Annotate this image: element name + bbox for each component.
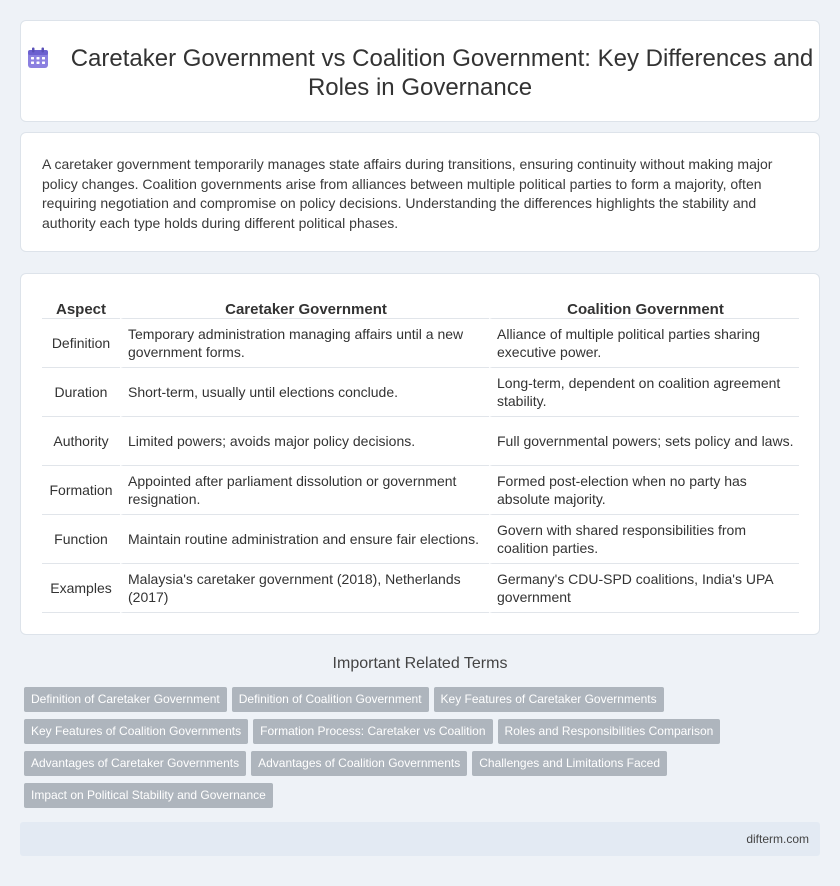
related-terms-title: Important Related Terms <box>332 655 508 672</box>
table-row <box>42 417 799 466</box>
table-header-row <box>42 296 799 319</box>
related-term-tag[interactable]: Impact on Political Stability and Governance <box>24 783 273 808</box>
footer-site-link[interactable]: difterm.com <box>746 832 809 846</box>
row-caretaker: Temporary administration managing affairs until a new government forms. <box>120 319 489 368</box>
title-card <box>20 20 820 122</box>
calendar-icon <box>27 47 49 69</box>
header-caretaker: Caretaker Government <box>120 296 489 319</box>
related-term-tag[interactable]: Advantages of Caretaker Governments <box>24 751 246 776</box>
related-term-tag[interactable]: Formation Process: Caretaker vs Coalition <box>253 719 492 744</box>
row-coalition: Alliance of multiple political parties sharing executive power. <box>489 319 799 368</box>
row-aspect: Authority <box>42 417 120 466</box>
row-coalition: Germany's CDU-SPD coalitions, India's UPA government <box>489 564 799 613</box>
row-caretaker: Maintain routine administration and ensure fair elections. <box>120 515 489 564</box>
page-title: Caretaker Government vs Coalition Government: Key Differences and Roles in Governance <box>70 45 814 101</box>
intro-paragraph: A caretaker government temporarily manages state affairs during transitions, ensuring continuity without making major policy changes. Coalition governments arise from alliances between multiple political parties to form a majority, often requiring negotiation and compromise on policy decisions. Understanding the differences highlights the stability and authority each type holds during different political phases. <box>42 156 773 231</box>
table-row <box>42 564 799 613</box>
row-caretaker: Limited powers; avoids major policy decisions. <box>120 417 489 466</box>
row-caretaker: Short-term, usually until elections conclude. <box>120 368 489 417</box>
related-term-tag[interactable]: Definition of Caretaker Government <box>24 687 227 712</box>
row-aspect: Function <box>42 515 120 564</box>
row-aspect: Examples <box>42 564 120 613</box>
table-row <box>42 466 799 515</box>
page-title-wrap <box>21 44 819 102</box>
comparison-table <box>42 296 799 613</box>
row-coalition: Long-term, dependent on coalition agreement stability. <box>489 368 799 417</box>
row-caretaker: Appointed after parliament dissolution or government resignation. <box>120 466 489 515</box>
table-row <box>42 319 799 368</box>
related-term-tag[interactable]: Key Features of Caretaker Governments <box>434 687 664 712</box>
intro-card <box>20 132 820 252</box>
header-aspect: Aspect <box>42 296 120 319</box>
row-coalition: Govern with shared responsibilities from coalition parties. <box>489 515 799 564</box>
row-aspect: Formation <box>42 466 120 515</box>
header-coalition: Coalition Government <box>489 296 799 319</box>
related-terms-list <box>24 687 820 815</box>
related-term-tag[interactable]: Challenges and Limitations Faced <box>472 751 667 776</box>
table-row <box>42 368 799 417</box>
row-aspect: Duration <box>42 368 120 417</box>
row-aspect: Definition <box>42 319 120 368</box>
related-term-tag[interactable]: Roles and Responsibilities Comparison <box>498 719 721 744</box>
related-term-tag[interactable]: Advantages of Coalition Governments <box>251 751 467 776</box>
related-term-tag[interactable]: Key Features of Coalition Governments <box>24 719 248 744</box>
table-row <box>42 515 799 564</box>
footer <box>20 822 820 856</box>
row-coalition: Formed post-election when no party has absolute majority. <box>489 466 799 515</box>
comparison-card <box>20 273 820 635</box>
row-coalition: Full governmental powers; sets policy and laws. <box>489 417 799 466</box>
related-term-tag[interactable]: Definition of Coalition Government <box>232 687 429 712</box>
row-caretaker: Malaysia's caretaker government (2018), Netherlands (2017) <box>120 564 489 613</box>
